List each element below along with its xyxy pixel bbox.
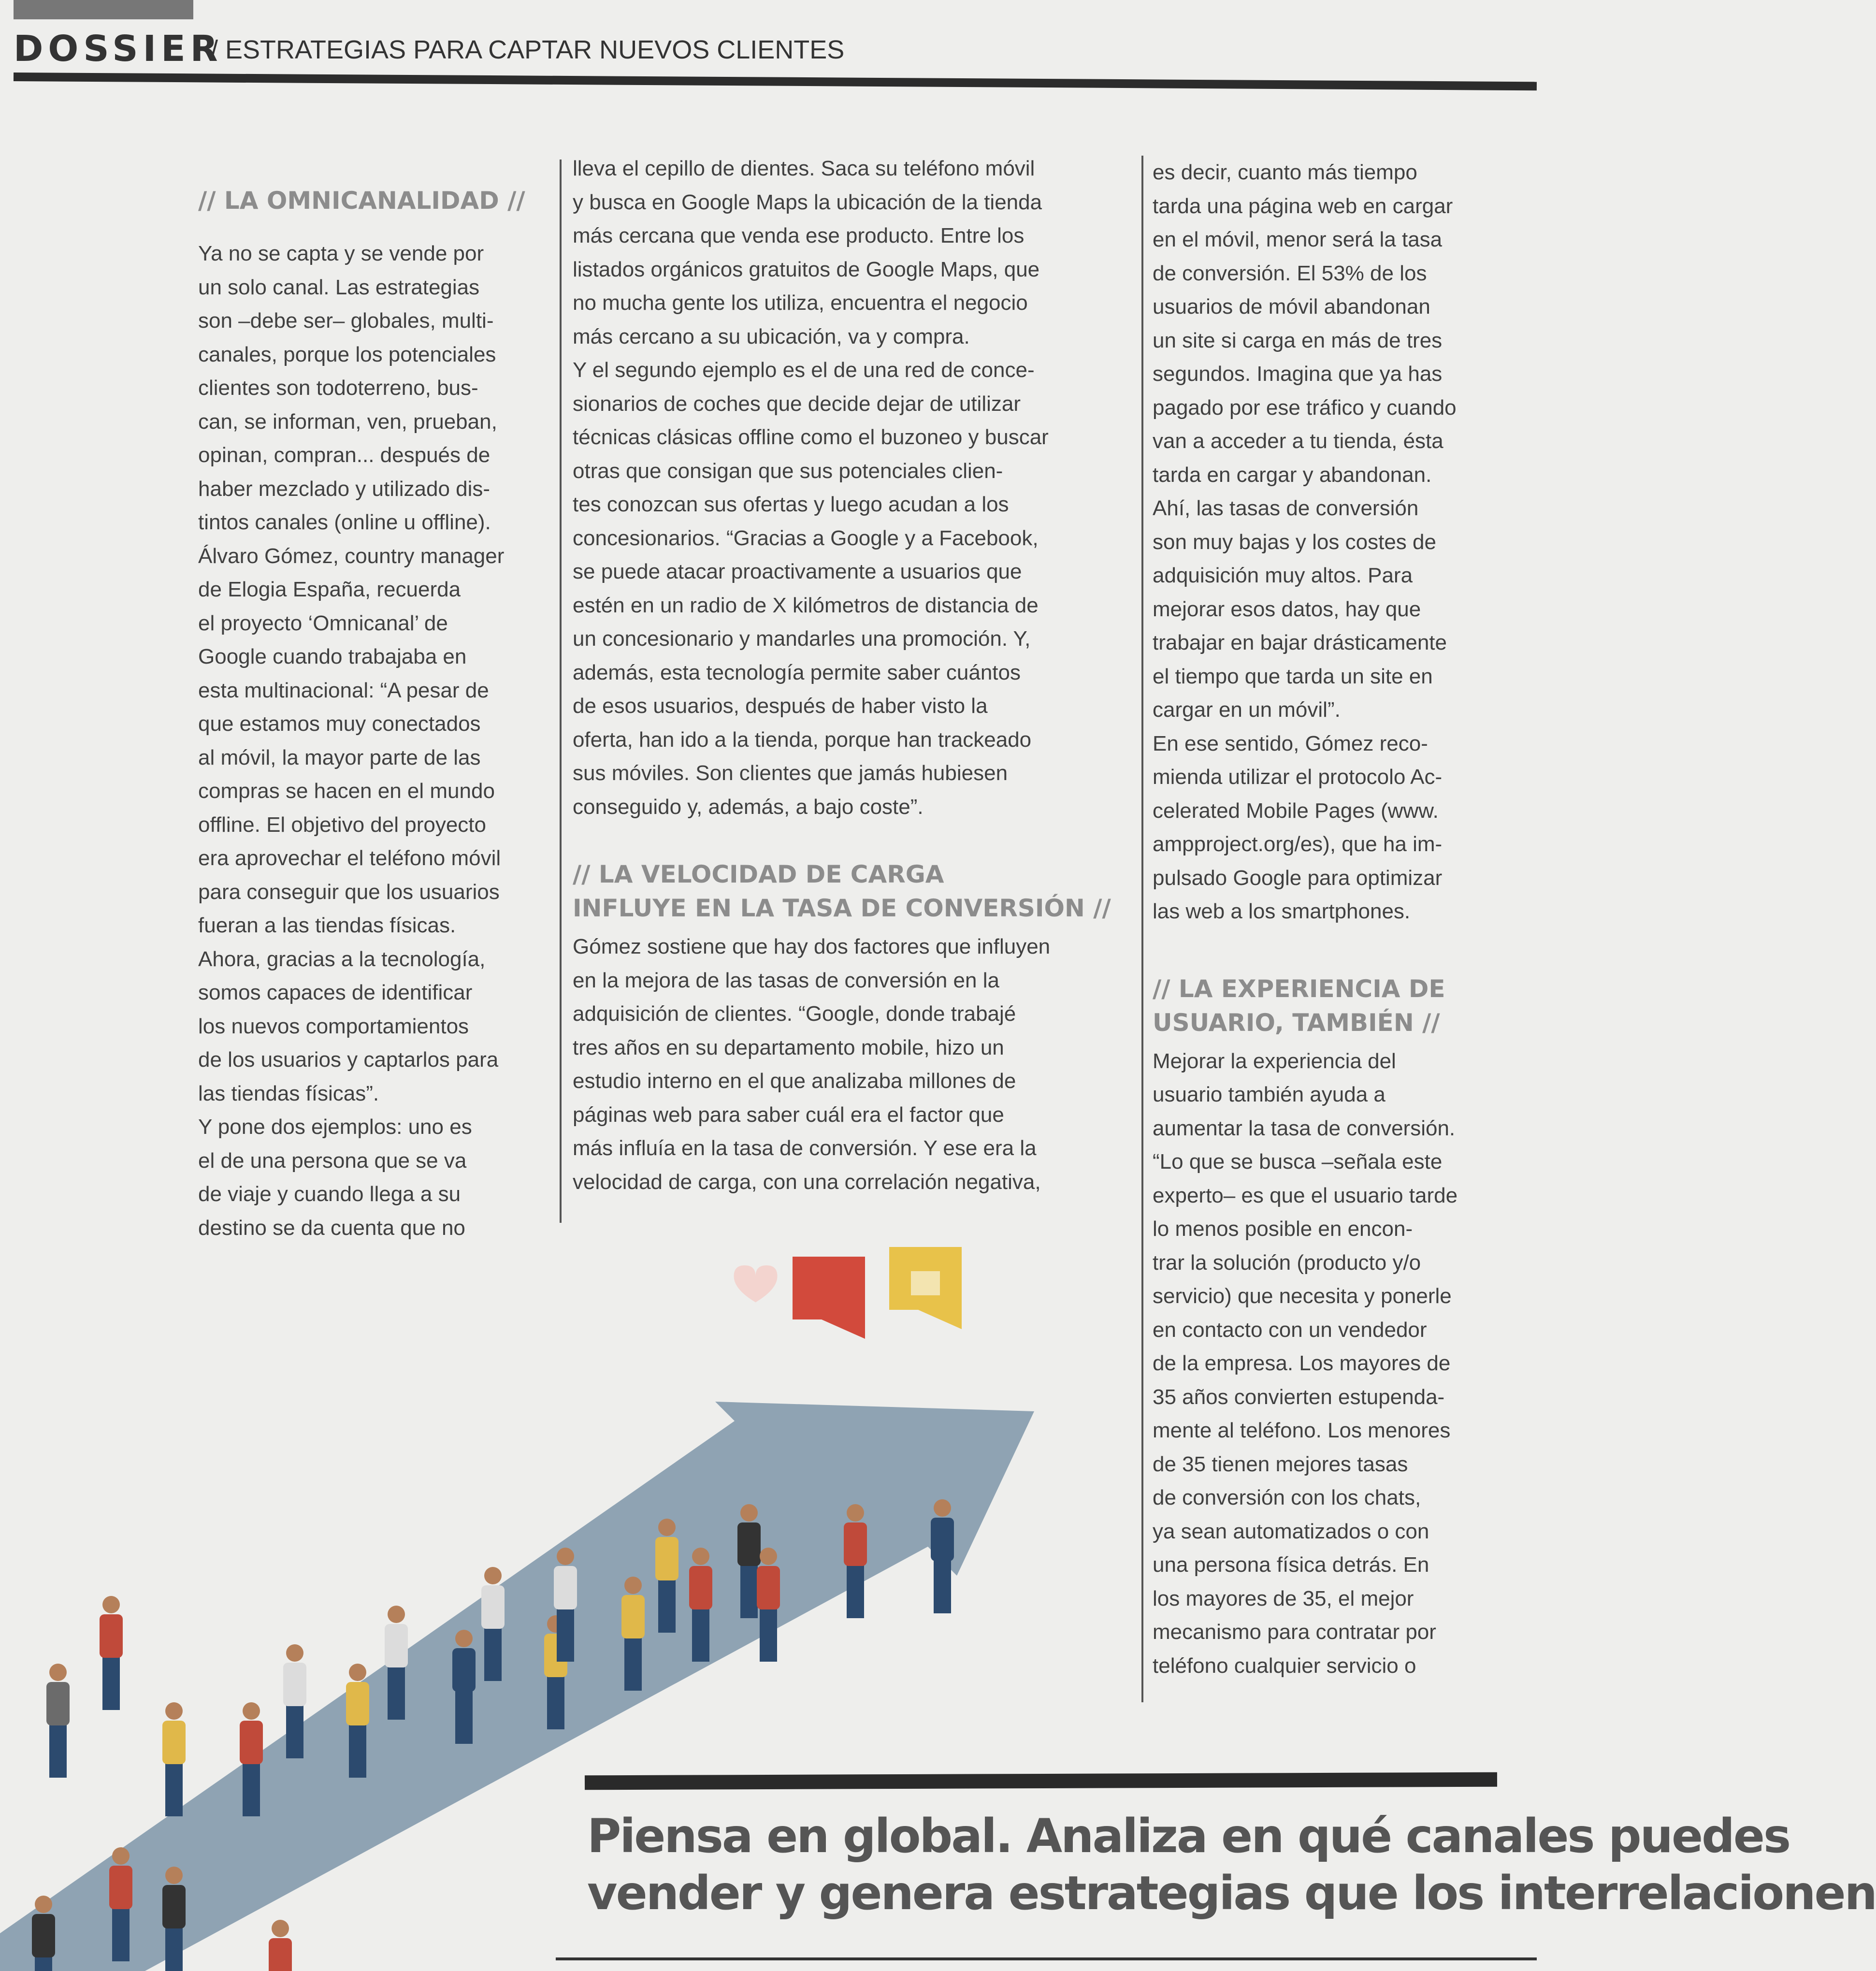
column-3 <box>1153 156 1515 1682</box>
text-line: Y pone dos ejemplos: uno es <box>198 1115 472 1139</box>
page-header <box>14 28 1512 72</box>
column-divider <box>1141 156 1143 1702</box>
like-speech-bubble <box>889 1247 962 1329</box>
text-line: usuario también ayuda a <box>1153 1083 1385 1106</box>
text-line: mente al teléfono. Los menores <box>1153 1419 1451 1442</box>
text-line: experto– es que el usuario tarde <box>1153 1183 1458 1207</box>
text-line: al móvil, la mayor parte de las <box>198 745 481 769</box>
text-line: páginas web para saber cuál era el factor que <box>573 1102 1004 1127</box>
text-line: un concesionario y mandarles una promoción. Y, <box>573 627 1031 651</box>
text-line: aumentar la tasa de conversión. <box>1153 1116 1456 1140</box>
text-line: trar la solución (producto y/o <box>1153 1250 1421 1275</box>
text-line: pagado por ese tráfico y cuando <box>1153 395 1457 420</box>
text-line: de Elogia España, recuerda <box>198 578 461 601</box>
text-line: somos capaces de identificar <box>198 981 473 1004</box>
column-divider <box>560 159 562 1223</box>
text-line: no mucha gente los utiliza, encuentra el negocio <box>573 291 1028 315</box>
header-rule <box>14 72 1537 90</box>
text-line: otras que consigan que sus potenciales clien- <box>573 459 1003 483</box>
text-line: opinan, compran... después de <box>198 443 491 467</box>
heading-experiencia-1: // LA EXPERIENCIA DE <box>1153 974 1445 1003</box>
text-line: lleva el cepillo de dientes. Saca su teléfono móvil <box>573 157 1035 180</box>
pull-quote <box>587 1808 1876 1922</box>
heading-omnicanalidad: // LA OMNICANALIDAD // <box>198 187 525 215</box>
text-line: pulsado Google para optimizar <box>1153 866 1443 890</box>
text-line: Álvaro Gómez, country manager <box>198 544 505 568</box>
column-1 <box>198 184 546 1245</box>
text-line: celerated Mobile Pages (www. <box>1153 798 1439 823</box>
text-line: fueran a las tiendas físicas. <box>198 913 456 937</box>
text-line: el proyecto ‘Omnicanal’ de <box>198 611 448 635</box>
text-line: van a acceder a tu tienda, ésta <box>1153 429 1443 453</box>
text-line: un site si carga en más de tres <box>1153 328 1443 352</box>
text-line: en el móvil, menor será la tasa <box>1153 228 1443 251</box>
text-line: sionarios de coches que decide dejar de utilizar <box>573 391 1021 416</box>
column-3-body-a <box>1153 156 1515 928</box>
text-line: adquisición de clientes. “Google, donde trabajé <box>573 1002 1016 1026</box>
text-line: Mejorar la experiencia del <box>1153 1049 1396 1073</box>
text-line: canales, porque los potenciales <box>198 342 496 366</box>
text-line: es decir, cuanto más tiempo <box>1153 160 1417 184</box>
section-title: / ESTRATEGIAS PARA CAPTAR NUEVOS CLIENTES <box>211 35 845 64</box>
text-line: servicio) que necesita y ponerle <box>1153 1284 1452 1308</box>
top-color-bar <box>14 0 193 19</box>
column-2 <box>573 152 1133 1199</box>
text-line: de viaje y cuando llega a su <box>198 1182 461 1206</box>
quote-rule <box>585 1772 1497 1790</box>
column-1-body <box>198 237 546 1245</box>
text-line: haber mezclado y utilizado dis- <box>198 477 491 501</box>
text-line: de 35 tienen mejores tasas <box>1153 1452 1408 1476</box>
text-line: un solo canal. Las estrategias <box>198 275 480 299</box>
text-line: más cercana que venda ese producto. Entre los <box>573 224 1025 247</box>
text-line: y busca en Google Maps la ubicación de la tienda <box>573 190 1042 214</box>
text-line: ya sean automatizados o con <box>1153 1519 1429 1543</box>
text-line: Ahora, gracias a la tecnología, <box>198 947 486 971</box>
text-line: técnicas clásicas offline como el buzoneo y buscar <box>573 425 1049 449</box>
text-line: estudio interno en el que analizaba millones de <box>573 1069 1016 1093</box>
text-line: en contacto con un vendedor <box>1153 1318 1427 1342</box>
text-line: tintos canales (online u offline). <box>198 510 491 534</box>
text-line: trabajar en bajar drásticamente <box>1153 631 1447 654</box>
text-line: una persona física detrás. En <box>1153 1553 1429 1577</box>
column-2-body-b <box>573 930 1133 1199</box>
text-line: Google cuando trabajaba en <box>198 645 467 668</box>
column-2-body-a <box>573 152 1133 824</box>
text-line: de esos usuarios, después de haber visto la <box>573 694 988 718</box>
text-line: clientes son todoterreno, bus- <box>198 376 478 400</box>
heading-velocidad-2: INFLUYE EN LA TASA DE CONVERSIÓN // <box>573 894 1111 922</box>
text-line: mienda utilizar el protocolo Ac- <box>1153 765 1443 789</box>
text-line: más cercano a su ubicación, va y compra. <box>573 324 970 348</box>
text-line: era aprovechar el teléfono móvil <box>198 846 501 870</box>
text-line: las tiendas físicas”. <box>198 1081 379 1105</box>
text-line: listados orgánicos gratuitos de Google Maps, que <box>573 257 1040 281</box>
person-figure <box>283 1644 306 1758</box>
text-line: en la mejora de las tasas de conversión en la <box>573 968 999 992</box>
text-line: segundos. Imagina que ya has <box>1153 362 1443 386</box>
text-line: lo menos posible en encon- <box>1153 1217 1413 1241</box>
text-line: son –debe ser– globales, multi- <box>198 309 494 333</box>
bottom-rule <box>556 1957 1537 1960</box>
text-line: velocidad de carga, con una correlación negativa, <box>573 1170 1041 1194</box>
text-line: tres años en su departamento mobile, hizo un <box>573 1035 1004 1059</box>
text-line: los nuevos comportamientos <box>198 1014 469 1038</box>
person-figure <box>269 1920 292 1971</box>
text-line: offline. El objetivo del proyecto <box>198 812 486 837</box>
text-line: sus móviles. Son clientes que jamás hubiesen <box>573 761 1008 785</box>
text-line: las web a los smartphones. <box>1153 899 1411 923</box>
text-line: oferta, han ido a la tienda, porque han trackeado <box>573 727 1032 752</box>
person-figure <box>100 1596 123 1710</box>
text-line: que estamos muy conectados <box>198 712 481 736</box>
text-line: se puede atacar proactivamente a usuarios que <box>573 560 1022 583</box>
text-line: estén en un radio de X kilómetros de distancia de <box>573 593 1039 617</box>
text-line: tes conozcan sus ofertas y luego acudan a los <box>573 493 1009 516</box>
text-line: mecanismo para contratar por <box>1153 1620 1436 1644</box>
person-figure <box>385 1606 408 1720</box>
text-line: “Lo que se busca –señala este <box>1153 1150 1443 1174</box>
heading-velocidad-1: // LA VELOCIDAD DE CARGA <box>573 860 944 888</box>
text-line: de los usuarios y captarlos para <box>198 1048 499 1072</box>
pull-quote-line-2: vender y genera estrategias que los interrelacionen <box>587 1866 1876 1920</box>
person-figure <box>162 1702 186 1816</box>
text-line: can, se informan, ven, prueban, <box>198 409 497 434</box>
text-line: adquisición muy altos. Para <box>1153 564 1413 587</box>
text-line: En ese sentido, Gómez reco- <box>1153 731 1428 755</box>
text-line: de conversión. El 53% de los <box>1153 261 1427 285</box>
text-line: de conversión con los chats, <box>1153 1486 1421 1509</box>
text-line: Gómez sostiene que hay dos factores que influyen <box>573 935 1051 958</box>
text-line: de la empresa. Los mayores de <box>1153 1351 1451 1375</box>
text-line: ampproject.org/es), que ha im- <box>1153 832 1443 856</box>
text-line: destino se da cuenta que no <box>198 1216 465 1240</box>
text-line: teléfono cualquier servicio o <box>1153 1653 1416 1678</box>
text-line: el de una persona que se va <box>198 1148 467 1173</box>
heart-speech-bubble <box>734 1257 865 1339</box>
text-line: usuarios de móvil abandonan <box>1153 295 1430 319</box>
text-line: más influía en la tasa de conversión. Y ese era la <box>573 1136 1037 1160</box>
text-line: tarda una página web en cargar <box>1153 194 1453 218</box>
pull-quote-line-1: Piensa en global. Analiza en qué canales puedes <box>587 1809 1790 1863</box>
heading-experiencia-2: USUARIO, TAMBIÉN // <box>1153 1008 1440 1037</box>
text-line: para conseguir que los usuarios <box>198 880 500 904</box>
person-figure <box>46 1664 70 1778</box>
section-label: DOSSIER <box>14 28 223 70</box>
text-line: además, esta tecnología permite saber cuántos <box>573 660 1021 684</box>
text-line: Y el segundo ejemplo es el de una red de conce- <box>573 358 1035 382</box>
text-line: esta multinacional: “A pesar de <box>198 678 489 702</box>
text-line: mejorar esos datos, hay que <box>1153 597 1421 621</box>
text-line: los mayores de 35, el mejor <box>1153 1586 1414 1610</box>
person-figure <box>240 1702 263 1816</box>
text-line: conseguido y, además, a bajo coste”. <box>573 795 924 819</box>
text-line: 35 años convierten estupenda- <box>1153 1385 1445 1409</box>
text-line: Ya no se capta y se vende por <box>198 242 484 265</box>
text-line: son muy bajas y los costes de <box>1153 530 1436 554</box>
person-figure <box>32 1896 55 1971</box>
text-line: tarda en cargar y abandonan. <box>1153 463 1432 487</box>
column-3-body-b <box>1153 1044 1515 1683</box>
text-line: cargar en un móvil”. <box>1153 698 1341 722</box>
text-line: compras se hacen en el mundo <box>198 779 495 803</box>
text-line: concesionarios. “Gracias a Google y a Facebook, <box>573 526 1039 550</box>
text-line: el tiempo que tarda un site en <box>1153 664 1433 688</box>
text-line: Ahí, las tasas de conversión <box>1153 496 1419 520</box>
